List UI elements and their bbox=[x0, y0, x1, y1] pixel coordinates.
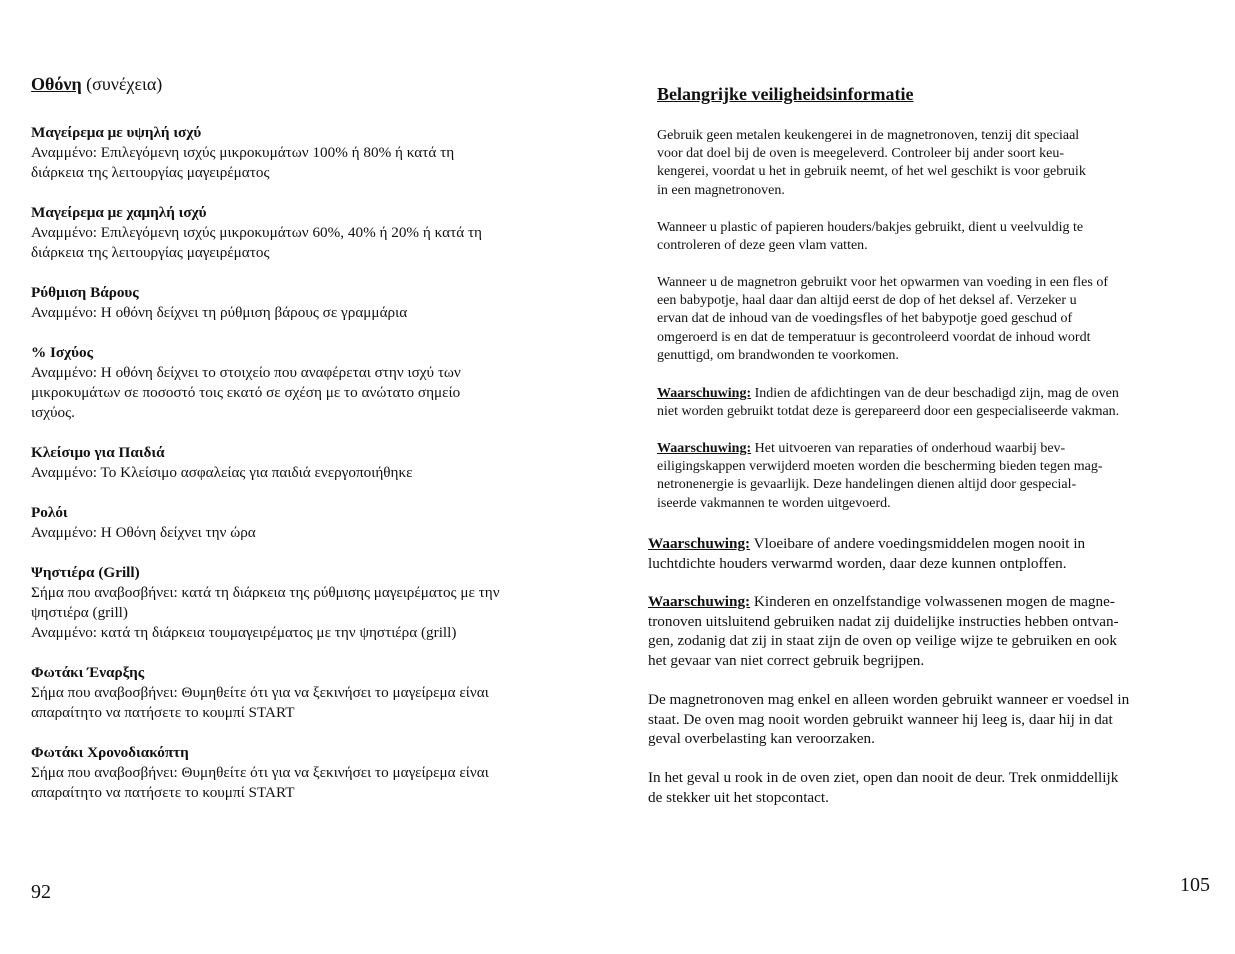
paragraph-baby-food: Wanneer u de magnetron gebruikt voor het opwarmen van voeding in een fles of een babypotje, haal daar dan altijd eerst de dop of het deksel af. Verzeker u ervan dat de inhoud van de voedingsfles of het babypotje goed geschud of omgeroerd is en dat de temperatuur is gecontroleerd voordat de inhoud wordt genuttigd, om brandwonden te voorkomen. bbox=[657, 275, 1109, 363]
warning-children: Waarschuwing: Kinderen en onzelfstandige volwassenen mogen de magne- tronoven uitsluitend gebruiken nadat zij duidelijke instructies hebben ontvan- gen, zodanig dat zij in staat zijn de oven op veilige wijze te gebruiken en ook het gevaar van niet correct gebruik begrijpen. bbox=[648, 593, 1119, 669]
left-title-bold: Οθόνη bbox=[31, 74, 82, 94]
display-entry bbox=[31, 503, 571, 543]
left-page-title bbox=[31, 74, 162, 95]
paragraph-smoke: In het geval u rook in de oven ziet, open dan nooit de deur. Trek onmiddellijk de stekker uit het stopcontact. bbox=[648, 769, 1119, 806]
entry-heading: Ρύθμιση Βάρους bbox=[31, 284, 139, 301]
entry-text: απαραίτητο να πατήσετε το κουμπί START bbox=[31, 704, 295, 721]
entry-text: Σήμα που αναβοσβήνει: Θυμηθείτε ότι για να ξεκινήσει το μαγείρεμα είναι bbox=[31, 764, 489, 781]
entry-text: απαραίτητο να πατήσετε το κουμπί START bbox=[31, 784, 295, 801]
entry-heading: Ρολόι bbox=[31, 504, 68, 521]
display-entries bbox=[31, 123, 571, 823]
entry-text: Αναμμένο: Επιλεγόμενη ισχύς μικροκυμάτων 60%, 40% ή 20% ή κατά τη bbox=[31, 224, 483, 241]
display-entry bbox=[31, 283, 571, 323]
entry-text: Αναμμένο: Το Κλείσιμο ασφαλείας για παιδιά ενεργοποιήθηκε bbox=[31, 464, 413, 481]
entry-text: Αναμμένο: Η οθόνη δείχνει τη ρύθμιση βάρους σε γραμμάρια bbox=[31, 304, 408, 321]
entry-heading: Φωτάκι Χρονοδιακόπτη bbox=[31, 744, 189, 761]
entry-heading: Ψηστιέρα (Grill) bbox=[31, 564, 140, 581]
warning-label: Waarschuwing: bbox=[648, 593, 751, 610]
display-entry bbox=[31, 203, 571, 263]
warning-label: Waarschuwing: bbox=[657, 386, 752, 401]
display-entry bbox=[31, 443, 571, 483]
entry-text: διάρκεια της λειτουργίας μαγειρέματος bbox=[31, 244, 270, 261]
right-page bbox=[600, 0, 1235, 954]
display-entry bbox=[31, 343, 571, 423]
entry-text: Αναμμένο: κατά τη διάρκεια τουμαγειρέματος με την ψηστιέρα (grill) bbox=[31, 624, 457, 641]
entry-text: Σήμα που αναβοσβήνει: Θυμηθείτε ότι για να ξεκινήσει το μαγείρεμα είναι bbox=[31, 684, 489, 701]
entry-heading: Μαγείρεμα με χαμηλή ισχύ bbox=[31, 204, 207, 221]
display-entry bbox=[31, 743, 571, 803]
entry-heading: Μαγείρεμα με υψηλή ισχύ bbox=[31, 124, 202, 141]
left-page bbox=[0, 0, 600, 954]
entry-text: ισχύος. bbox=[31, 404, 75, 421]
warning-label: Waarschuwing: bbox=[648, 535, 751, 552]
page-number-left: 92 bbox=[31, 881, 51, 903]
entry-heading: % Ισχύος bbox=[31, 344, 94, 361]
entry-text: ψηστιέρα (grill) bbox=[31, 604, 128, 621]
paragraph-empty-oven: De magnetronoven mag enkel en alleen worden gebruikt wanneer er voedsel in staat. De oven mag nooit worden gebruikt wanneer hij leeg is, daar hij in dat geval overbelasting kan veroorzaken. bbox=[648, 691, 1130, 748]
entry-text: Αναμμένο: Η Οθόνη δείχνει την ώρα bbox=[31, 524, 256, 541]
display-entry bbox=[31, 563, 571, 643]
entry-text: Αναμμένο: Η οθόνη δείχνει το στοιχείο που αναφέρεται στην ισχύ των bbox=[31, 364, 461, 381]
entry-heading: Φωτάκι Έναρξης bbox=[31, 664, 145, 681]
warning-label: Waarschuwing: bbox=[657, 441, 752, 456]
entry-heading: Κλείσιμο για Παιδιά bbox=[31, 444, 165, 461]
paragraph-metal-utensils: Gebruik geen metalen keukengerei in de magnetronoven, tenzij dit speciaal voor dat doel bij de oven is meegeleverd. Controleer bij ander soort keu- kengerei, voordat u het in gebruik neemt, of het wel geschikt is voor gebruik in een magnetronoven. bbox=[657, 128, 1086, 198]
warning-door-seals: Waarschuwing: Indien de afdichtingen van de deur beschadigd zijn, mag de oven niet worden gebruikt totdat deze is gerepareerd door een gespecialiseerde vakman. bbox=[657, 386, 1120, 420]
entry-text: Σήμα που αναβοσβήνει: κατά τη διάρκεια της ρύθμισης μαγειρέματος με την bbox=[31, 584, 500, 601]
warning-airtight-containers: Waarschuwing: Vloeibare of andere voedingsmiddelen mogen nooit in luchtdichte houders verwarmd worden, daar deze kunnen ontploffen. bbox=[648, 535, 1086, 572]
left-title-rest: (συνέχεια) bbox=[81, 74, 163, 94]
entry-text: Αναμμένο: Επιλεγόμενη ισχύς μικροκυμάτων 100% ή 80% ή κατά τη bbox=[31, 144, 455, 161]
entry-text: μικροκυμάτων σε ποσοστό τοις εκατό σε σχέση με το ανώτατο σημείο bbox=[31, 384, 461, 401]
display-entry bbox=[31, 123, 571, 183]
display-entry bbox=[31, 663, 571, 723]
entry-text: διάρκεια της λειτουργίας μαγειρέματος bbox=[31, 164, 270, 181]
right-page-title: Belangrijke veiligheidsinformatie bbox=[657, 84, 914, 104]
warning-repairs: Waarschuwing: Het uitvoeren van reparaties of onderhoud waarbij bev- eiligingskappen verwijderd moeten worden die bescherming bieden tegen mag- netronenergie is gevaarlijk. Deze handelingen dienen altijd door gespecial- iseerde vakmannen te worden uitgevoerd. bbox=[657, 441, 1103, 511]
paragraph-plastic-containers: Wanneer u plastic of papieren houders/bakjes gebruikt, dient u veelvuldig te controleren of deze geen vlam vatten. bbox=[657, 220, 1084, 254]
page-number-right: 105 bbox=[1180, 874, 1210, 896]
